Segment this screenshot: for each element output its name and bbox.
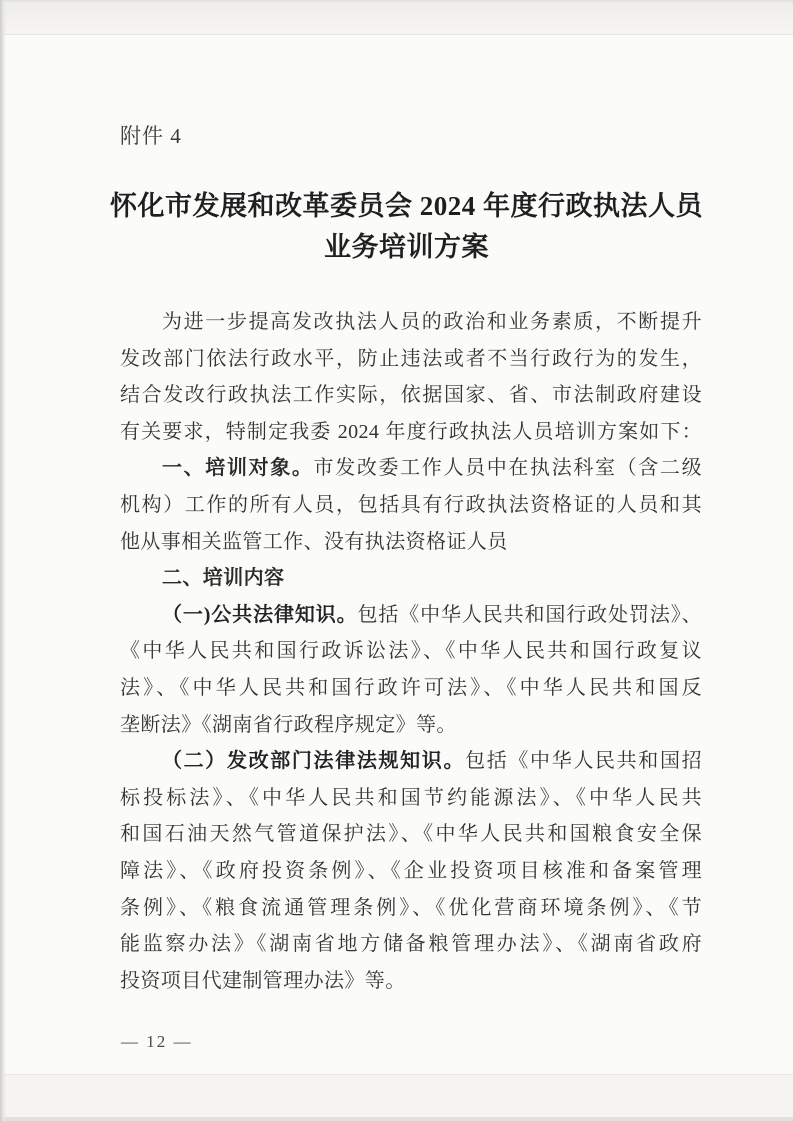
body-line <box>120 670 702 707</box>
line-text: 结合发改行政执法工作实际，依据国家、省、市法制政府建设 <box>120 384 702 407</box>
line-text: 包括《中华人民共和国行政处罚法》、 <box>357 603 702 626</box>
body-line <box>120 450 702 487</box>
body-line <box>120 926 702 963</box>
document-title-line1: 怀化市发展和改革委员会 2024 年度行政执法人员 <box>110 191 703 221</box>
body-line <box>120 341 702 378</box>
line-text: 障法》、《政府投资条例》、《企业投资项目核准和备案管理 <box>120 859 702 882</box>
line-text: 机构）工作的所有人员，包括具有行政执法资格证的人员和其 <box>120 493 702 516</box>
line-heading: （二）发改部门法律法规知识。 <box>162 750 466 773</box>
body-line <box>120 377 702 414</box>
line-text: 有关要求，特制定我委 2024 年度行政执法人员培训方案如下： <box>120 420 702 443</box>
line-text: 能监察办法》《湖南省地方储备粮管理办法》、《湖南省政府 <box>120 933 702 956</box>
scan-left-edge <box>0 0 6 1121</box>
body-line <box>120 890 702 927</box>
line-text: 垄断法》《湖南省行政程序规定》等。 <box>120 713 457 736</box>
line-text: 和国石油天然气管道保护法》、《中华人民共和国粮食安全保 <box>120 823 702 846</box>
body-line <box>120 963 702 1000</box>
line-heading: 一、培训对象。 <box>162 457 314 480</box>
body-line <box>120 633 702 670</box>
line-heading: 二、培训内容 <box>162 567 285 590</box>
page-number: — 12 — <box>121 1032 193 1051</box>
body-line <box>120 524 702 561</box>
body-line <box>120 816 702 853</box>
body-line <box>120 743 702 780</box>
line-text: 条例》、《粮食流通管理条例》、《优化营商环境条例》、《节 <box>120 896 702 919</box>
body-line <box>120 853 702 890</box>
line-text: 他从事相关监管工作、没有执法资格证人员 <box>120 530 508 553</box>
document-title <box>100 186 713 268</box>
body-line <box>120 707 702 744</box>
line-text: 标投标法》、《中华人民共和国节约能源法》、《中华人民共 <box>120 786 702 809</box>
body-line <box>120 487 702 524</box>
line-text: 包括《中华人民共和国招 <box>465 750 702 773</box>
line-text: 发改部门依法行政水平，防止违法或者不当行政行为的发生， <box>120 347 702 370</box>
scan-bottom-edge <box>0 1074 793 1121</box>
line-text: 投资项目代建制管理办法》等。 <box>120 969 406 992</box>
line-text: 法》、《中华人民共和国行政许可法》、《中华人民共和国反 <box>120 676 702 699</box>
line-heading: （一)公共法律知识。 <box>162 603 358 626</box>
body-line <box>120 304 702 341</box>
line-text: 《中华人民共和国行政诉讼法》、《中华人民共和国行政复议 <box>120 640 702 663</box>
body-line <box>120 780 702 817</box>
line-text: 市发改委工作人员中在执法科室（含二级 <box>313 457 702 480</box>
document-title-line2: 业务培训方案 <box>324 232 489 262</box>
document-body <box>120 304 702 999</box>
body-line <box>120 597 702 634</box>
scan-top-edge <box>0 0 793 35</box>
body-line <box>120 414 702 451</box>
attachment-label: 附件 4 <box>120 124 182 148</box>
body-line <box>120 560 702 597</box>
line-text: 为进一步提高发改执法人员的政治和业务素质，不断提升 <box>162 311 702 333</box>
